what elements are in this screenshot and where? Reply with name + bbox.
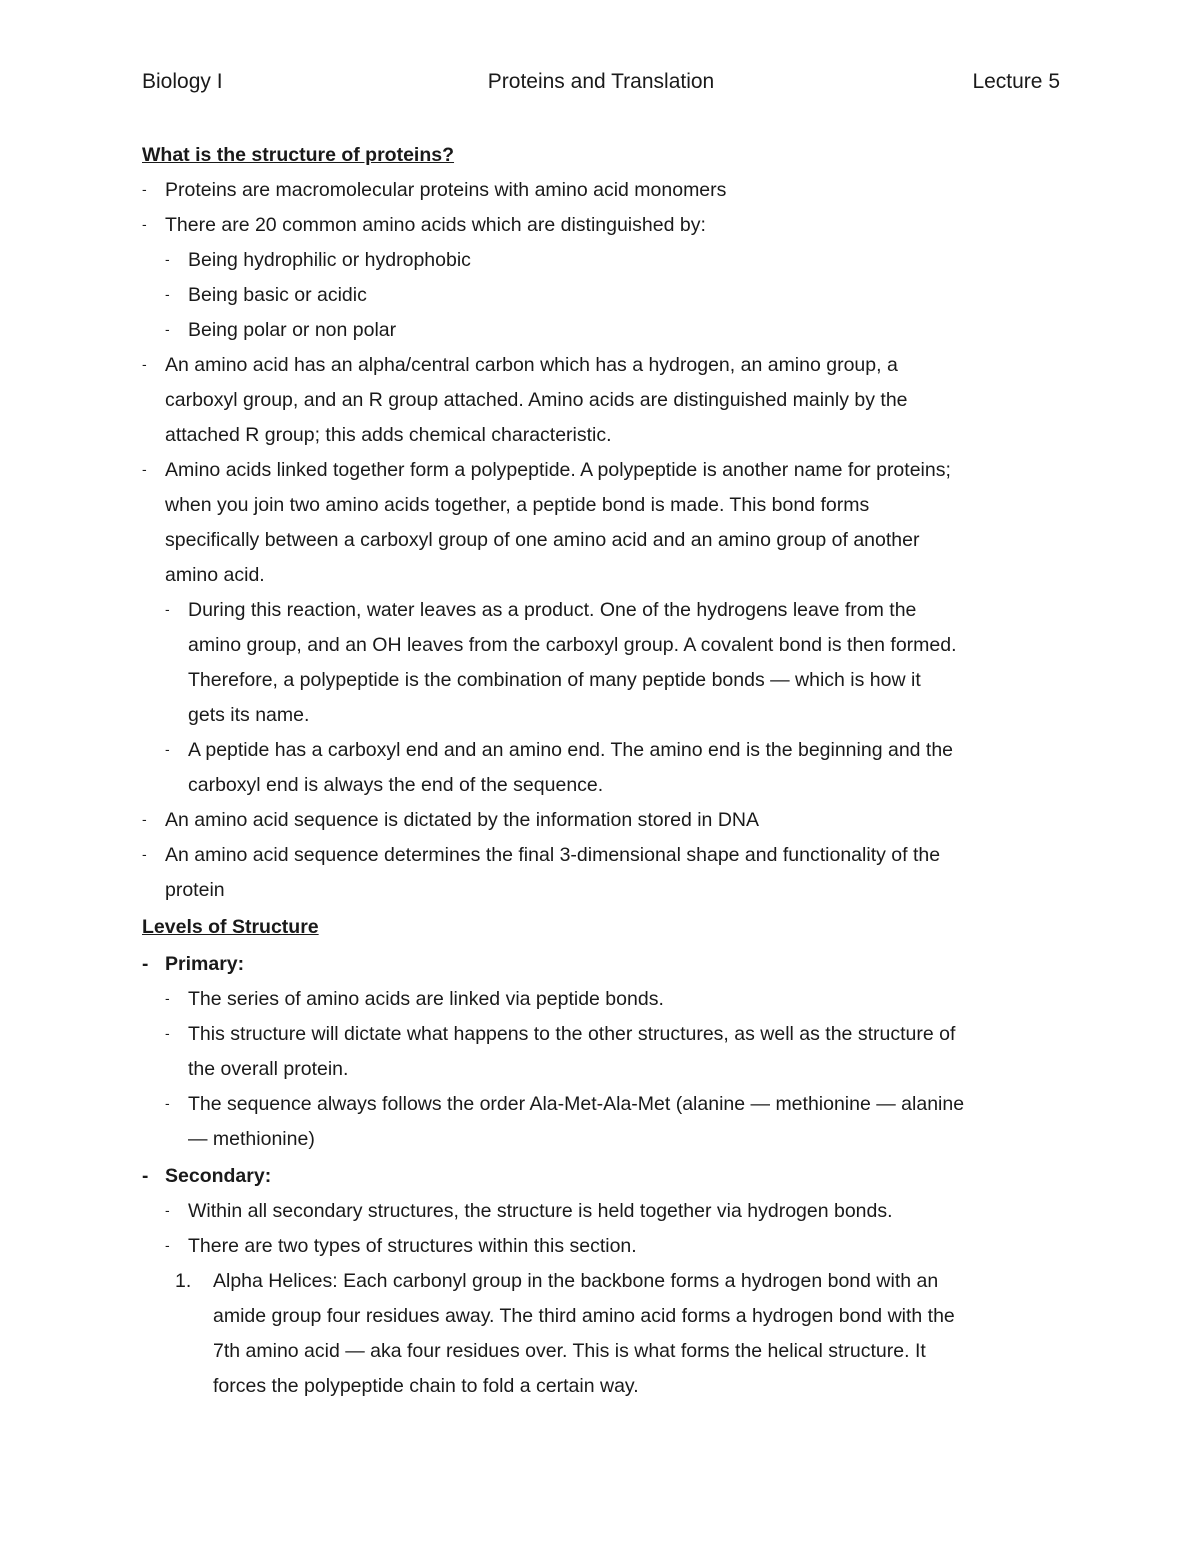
course-title: Biology I	[142, 70, 223, 93]
list-item	[142, 348, 1067, 383]
bullet-dash: -	[165, 601, 170, 617]
list-item	[142, 838, 1067, 873]
sub-list-item	[142, 733, 1067, 768]
list-item-text: An amino acid sequence determines the final 3-dimensional shape and functionality of the	[165, 844, 941, 866]
bullet-dash: -	[165, 741, 170, 757]
bullet-dash: -	[142, 356, 147, 372]
item-number: 1.	[175, 1270, 192, 1292]
list-item-text: The series of amino acids are linked via peptide bonds.	[188, 988, 664, 1010]
bullet-dash: -	[142, 811, 147, 827]
list-item-continuation: when you join two amino acids together, a peptide bond is made. This bond forms	[165, 494, 870, 516]
lecture-number: Lecture 5	[972, 70, 1060, 93]
list-item	[142, 453, 1067, 488]
bullet-dash: -	[165, 1095, 170, 1111]
list-item-primary	[142, 947, 1067, 982]
list-item-text: This structure will dictate what happens to the other structures, as well as the structure of	[188, 1023, 956, 1045]
sub-list-item	[142, 278, 1067, 313]
list-item-continuation: the overall protein.	[188, 1058, 349, 1080]
list-item-continuation: carboxyl group, and an R group attached. Amino acids are distinguished mainly by the	[165, 389, 908, 411]
bullet-dash: -	[142, 216, 147, 232]
list-item-continuation: Therefore, a polypeptide is the combination of many peptide bonds — which is how it	[188, 669, 921, 691]
sub-list-item	[142, 982, 1067, 1017]
list-item-continuation: gets its name.	[188, 704, 310, 726]
list-item-text: Proteins are macromolecular proteins with amino acid monomers	[165, 179, 727, 201]
primary-label: Primary:	[165, 953, 245, 975]
document-body	[142, 138, 1067, 1404]
sub-list-item	[142, 243, 1067, 278]
bullet-dash: -	[165, 321, 170, 337]
list-item-continuation: 7th amino acid — aka four residues over. This is what forms the helical structure. It	[213, 1340, 926, 1362]
list-item-text: An amino acid has an alpha/central carbon which has a hydrogen, an amino group, a	[165, 354, 898, 376]
list-item-continuation: attached R group; this adds chemical characteristic.	[165, 424, 612, 446]
sub-list-item	[142, 1087, 1067, 1122]
list-item-text: Within all secondary structures, the structure is held together via hydrogen bonds.	[188, 1200, 893, 1222]
bullet-dash: -	[165, 1025, 170, 1041]
list-item-secondary	[142, 1159, 1067, 1194]
numbered-item	[142, 1264, 1067, 1299]
list-item-text: An amino acid sequence is dictated by the information stored in DNA	[165, 809, 759, 831]
list-item-text: During this reaction, water leaves as a product. One of the hydrogens leave from the	[188, 599, 917, 621]
list-item	[142, 803, 1067, 838]
topic-title: Proteins and Translation	[487, 70, 715, 93]
sub-list-item	[142, 1194, 1067, 1229]
list-item-text: A peptide has a carboxyl end and an amino end. The amino end is the beginning and the	[188, 739, 954, 761]
section-heading-structure: What is the structure of proteins?	[142, 144, 455, 166]
list-item-continuation: amino group, and an OH leaves from the carboxyl group. A covalent bond is then formed.	[188, 634, 957, 656]
list-item-text: There are two types of structures within this section.	[188, 1235, 637, 1257]
bullet-dash: -	[165, 1237, 170, 1253]
list-item	[142, 173, 1067, 208]
list-item-continuation: amino acid.	[165, 564, 265, 586]
list-item-continuation: specifically between a carboxyl group of one amino acid and an amino group of another	[165, 529, 920, 551]
list-item	[142, 208, 1067, 243]
bullet-dash: -	[165, 990, 170, 1006]
list-item-continuation: forces the polypeptide chain to fold a certain way.	[213, 1375, 639, 1397]
list-item-continuation: carboxyl end is always the end of the sequence.	[188, 774, 604, 796]
list-item-continuation: — methionine)	[188, 1128, 315, 1150]
list-item-text: Being polar or non polar	[188, 319, 397, 341]
list-item-text: Being hydrophilic or hydrophobic	[188, 249, 471, 271]
page-header	[142, 70, 1060, 100]
numbered-item-text: Alpha Helices: Each carbonyl group in the backbone forms a hydrogen bond with an	[213, 1270, 939, 1292]
list-item-text: Amino acids linked together form a polypeptide. A polypeptide is another name for proteins;	[165, 459, 951, 481]
bullet-dash: -	[142, 181, 147, 197]
bullet-dash: -	[142, 1166, 149, 1187]
list-item-text: Being basic or acidic	[188, 284, 367, 306]
sub-list-item	[142, 313, 1067, 348]
sub-list-item	[142, 1229, 1067, 1264]
list-item-continuation: protein	[165, 879, 225, 901]
sub-list-item	[142, 593, 1067, 628]
bullet-dash: -	[142, 461, 147, 477]
bullet-dash: -	[165, 1202, 170, 1218]
list-item-continuation: amide group four residues away. The third amino acid forms a hydrogen bond with the	[213, 1305, 955, 1327]
list-item-text: The sequence always follows the order Ala-Met-Ala-Met (alanine — methionine — alanine	[188, 1093, 965, 1115]
bullet-dash: -	[165, 251, 170, 267]
bullet-dash: -	[142, 954, 149, 975]
bullet-dash: -	[142, 846, 147, 862]
secondary-label: Secondary:	[165, 1165, 272, 1187]
bullet-dash: -	[165, 286, 170, 302]
section-heading-levels: Levels of Structure	[142, 916, 319, 938]
list-item-text: There are 20 common amino acids which are distinguished by:	[165, 214, 706, 236]
sub-list-item	[142, 1017, 1067, 1052]
